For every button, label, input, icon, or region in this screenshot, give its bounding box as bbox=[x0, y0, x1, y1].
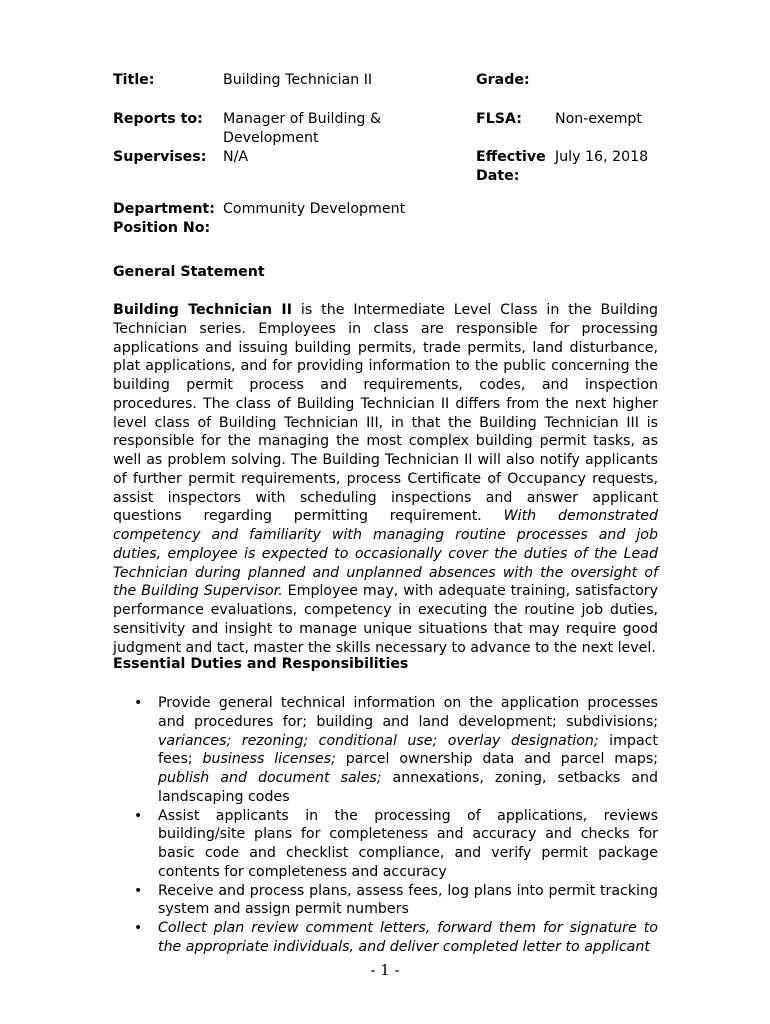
reports-to-value-line2: Development bbox=[223, 130, 319, 146]
duty-1-italic-a: variances; rezoning; conditional use; overlay designation; bbox=[158, 732, 599, 749]
department-label: Department: bbox=[113, 201, 215, 217]
duty-1-italic-c: publish and document sales; bbox=[158, 770, 382, 786]
general-statement-paragraph bbox=[113, 301, 658, 657]
department-value: Community Development bbox=[223, 201, 406, 217]
general-statement-text-1: is the Intermediate Level Class in the Building Technician series. Employees in class are responsible for processing applications and issuing building permits, trade permits, land disturbance, plat applications, and for providing information to the public concerning the building permit process and requirements, codes, and inspection procedures. The class of Building Technician II differs from the next higher level class of Building Technician III, in that the Building Technician III is responsible for the managing the most complex building permit tasks, as well as problem solving. The Building Technician II will also notify applicants of further permit requirements, process Certificate of Occupancy requests, assist inspectors with scheduling inspections and answer applicant questions regarding permitting requirement. bbox=[113, 302, 658, 525]
flsa-label: FLSA: bbox=[476, 111, 522, 127]
duty-1-italic-b: business licenses; bbox=[202, 751, 336, 768]
bullet-icon: • bbox=[134, 920, 143, 936]
general-statement-italic: With demonstrated competency and familiarity with managing routine processes and job duties, employee is expected to occasionally cover the duties of the Lead Technician during planned and unplanned absences with the oversight of the Building Supervisor. bbox=[113, 508, 658, 600]
bullet-icon: • bbox=[134, 882, 143, 899]
duty-1-text-c: parcel ownership data and parcel maps; bbox=[335, 751, 659, 768]
reports-to-label: Reports to: bbox=[113, 111, 203, 127]
grade-label: Grade: bbox=[476, 72, 530, 88]
duty-1-text-d: annexations, zoning, setbacks and landscaping codes bbox=[158, 770, 658, 805]
position-no-label: Position No: bbox=[113, 220, 211, 236]
bullet-icon: • bbox=[134, 807, 143, 824]
supervises-label: Supervises: bbox=[113, 149, 207, 165]
effective-date-value: July 16, 2018 bbox=[555, 149, 649, 165]
list-item bbox=[134, 919, 658, 957]
title-label: Title: bbox=[113, 72, 155, 88]
duties-list bbox=[113, 694, 658, 957]
list-item bbox=[134, 882, 658, 920]
general-statement-lead: Building Technician II bbox=[113, 302, 292, 318]
bullet-icon: • bbox=[134, 695, 143, 711]
duty-1-text: Provide general technical information on the application processes and procedures for; building and land development; subdivisions; bbox=[158, 695, 658, 730]
reports-to-value-line1: Manager of Building & bbox=[223, 111, 382, 127]
duty-4-text: Collect plan review comment letters, forward them for signature to the appropriate individuals, and deliver completed letter to applicant bbox=[158, 920, 658, 955]
general-statement-heading: General Statement bbox=[113, 264, 265, 280]
duty-1-text-b: impact fees; bbox=[158, 732, 658, 768]
list-item bbox=[134, 807, 658, 882]
duty-2-text: Assist applicants in the processing of applications, reviews building/site plans for completeness and accuracy and checks for basic code and checklist compliance, and verify permit package contents for completeness and accuracy bbox=[158, 807, 658, 880]
effective-date-label-line2: Date: bbox=[476, 168, 520, 184]
title-value: Building Technician II bbox=[223, 72, 373, 88]
list-item bbox=[134, 694, 659, 807]
page-number: - 1 - bbox=[370, 961, 400, 979]
supervises-value: N/A bbox=[223, 149, 249, 165]
effective-date-label-line1: Effective bbox=[476, 149, 546, 165]
flsa-value: Non-exempt bbox=[555, 111, 642, 127]
general-statement-text-2: Employee may, with adequate training, satisfactory performance evaluations, competency in executing the routine job duties, sensitivity and insight to manage unique situations that may require good judgment and tact, master the skills necessary to advance to the next level. bbox=[113, 583, 658, 656]
duty-3-text: Receive and process plans, assess fees, log plans into permit tracking system and assign permit numbers bbox=[158, 882, 658, 918]
essential-duties-heading: Essential Duties and Responsibilities bbox=[113, 656, 409, 672]
